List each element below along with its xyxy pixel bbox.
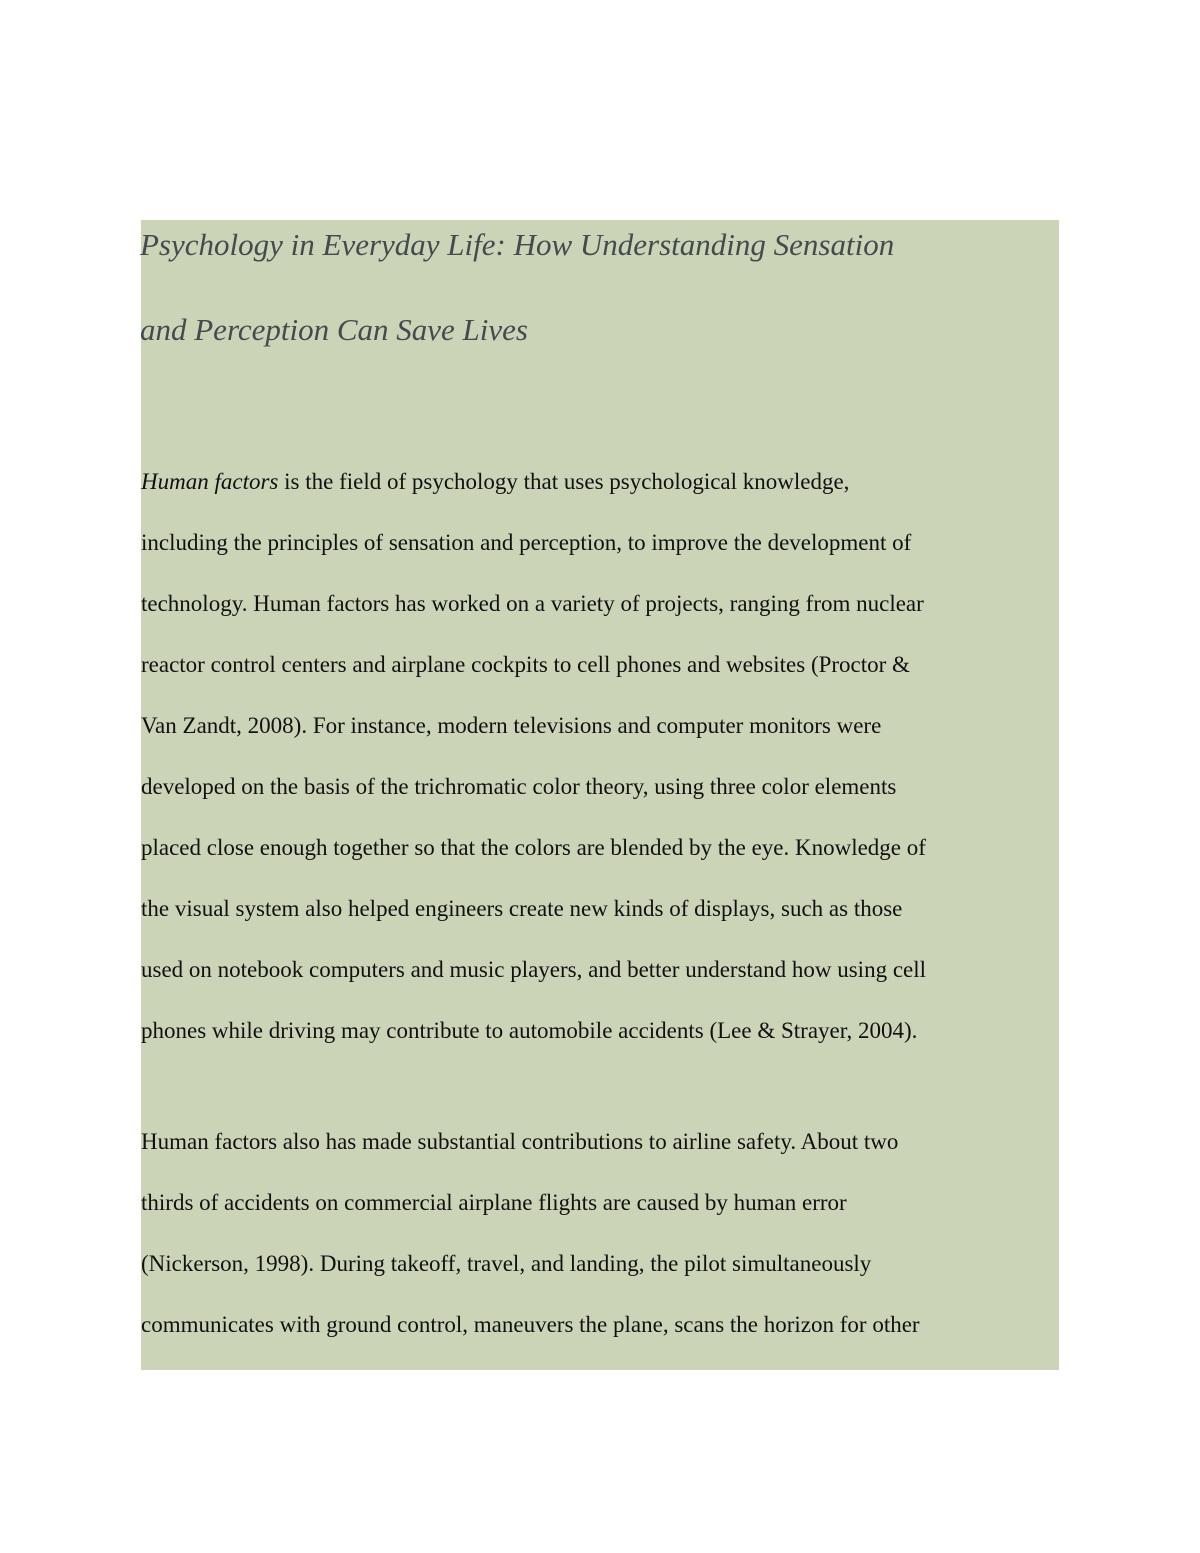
paragraph-1-line-8: the visual system also helped engineers create new kinds of displays, such as those	[141, 896, 903, 921]
paragraph-2-line-3: (Nickerson, 1998). During takeoff, travel, and landing, the pilot simultaneously	[141, 1251, 872, 1276]
term-human-factors: Human factors	[141, 469, 279, 494]
paragraph-1-line-9: used on notebook computers and music players, and better understand how using cell	[141, 957, 927, 982]
paragraph-1-line-1	[141, 470, 849, 493]
paragraph-1-line-5: Van Zandt, 2008). For instance, modern televisions and computer monitors were	[141, 713, 882, 738]
paragraph-2-line-4: communicates with ground control, maneuvers the plane, scans the horizon for other	[141, 1312, 920, 1337]
paragraph-1-line-2: including the principles of sensation and perception, to improve the development of	[141, 530, 912, 555]
paragraph-1-line-4: reactor control centers and airplane cockpits to cell phones and websites (Proctor &	[141, 652, 910, 677]
paragraph-1-line-10: phones while driving may contribute to automobile accidents (Lee & Strayer, 2004).	[141, 1018, 918, 1043]
document-title-line-1: Psychology in Everyday Life: How Understanding Sensation	[140, 227, 895, 262]
paragraph-1-line-7: placed close enough together so that the colors are blended by the eye. Knowledge of	[141, 835, 926, 860]
paragraph-2-line-2: thirds of accidents on commercial airplane flights are caused by human error	[141, 1190, 847, 1215]
paragraph-1-line-1-rest: is the field of psychology that uses psychological knowledge,	[278, 469, 850, 494]
paragraph-1-line-3: technology. Human factors has worked on a variety of projects, ranging from nuclear	[141, 591, 924, 616]
paragraph-1-line-6: developed on the basis of the trichromatic color theory, using three color elements	[141, 774, 897, 799]
document-title-line-2: and Perception Can Save Lives	[140, 312, 528, 347]
paragraph-2-line-1: Human factors also has made substantial contributions to airline safety. About two	[141, 1129, 899, 1154]
